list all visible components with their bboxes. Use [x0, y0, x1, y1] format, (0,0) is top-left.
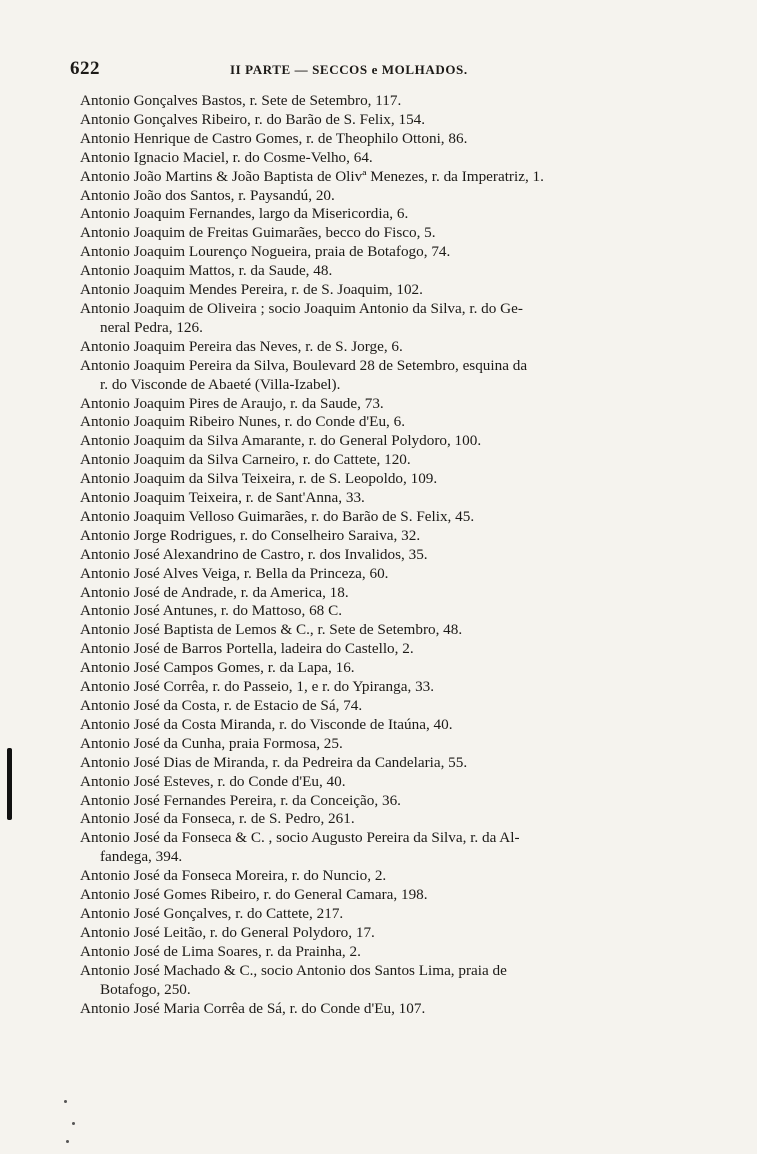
entry-line: Antonio José Alves Veiga, r. Bella da Princeza, 60. [80, 564, 389, 582]
entry-line: Antonio José Esteves, r. do Conde d'Eu, 40. [80, 772, 346, 790]
entry-line: Antonio José da Fonseca & C. , socio Augusto Pereira da Silva, r. da Al- [80, 829, 520, 847]
directory-entry [80, 224, 720, 243]
entry-line: Antonio José Gonçalves, r. do Cattete, 217. [80, 904, 344, 922]
entry-line: Antonio José Baptista de Lemos & C., r. Sete de Setembro, 48. [80, 621, 463, 639]
directory-entry [80, 92, 720, 111]
entry-line: Antonio Joaquim Pereira das Neves, r. de S. Jorge, 6. [80, 337, 403, 355]
directory-entry [80, 546, 720, 565]
directory-entry [80, 489, 720, 508]
entry-line: Antonio Joaquim de Oliveira ; socio Joaquim Antonio da Silva, r. do Ge- [80, 299, 523, 317]
directory-entry [80, 829, 720, 867]
entry-continuation: fandega, 394. [100, 848, 183, 866]
directory-entry [80, 1000, 720, 1019]
entry-line: Antonio José de Lima Soares, r. da Prainha, 2. [80, 942, 361, 960]
entry-line: Antonio José da Cunha, praia Formosa, 25. [80, 734, 343, 752]
directory-entry [80, 565, 720, 584]
directory-entry [80, 962, 720, 1000]
entry-line: Antonio Joaquim Mattos, r. da Saude, 48. [80, 262, 333, 280]
directory-entry [80, 584, 720, 603]
entry-line: Antonio José da Fonseca, r. de S. Pedro, 261. [80, 810, 355, 828]
entry-line: Antonio Joaquim Fernandes, largo da Misericordia, 6. [80, 205, 409, 223]
entry-line: Antonio Joaquim Pereira da Silva, Boulevard 28 de Setembro, esquina da [80, 356, 528, 374]
directory-entry [80, 470, 720, 489]
entry-line: Antonio João Martins & João Baptista de Olivª Menezes, r. da Imperatriz, 1. [80, 167, 544, 185]
directory-entry [80, 168, 720, 187]
entry-line: Antonio Joaquim da Silva Teixeira, r. de S. Leopoldo, 109. [80, 470, 438, 488]
directory-entry [80, 773, 720, 792]
entry-line: Antonio Joaquim Mendes Pereira, r. de S. Joaquim, 102. [80, 281, 423, 299]
speck [64, 1100, 67, 1103]
directory-entry [80, 754, 720, 773]
directory-entry [80, 262, 720, 281]
directory-entry [80, 924, 720, 943]
directory-entry [80, 395, 720, 414]
entry-line: Antonio José de Barros Portella, ladeira do Castello, 2. [80, 640, 414, 658]
directory-entry [80, 432, 720, 451]
entry-continuation: neral Pedra, 126. [100, 318, 203, 336]
directory-entry [80, 678, 720, 697]
entry-line: Antonio José Leitão, r. do General Polydoro, 17. [80, 923, 375, 941]
directory-entry [80, 602, 720, 621]
directory-entry [80, 735, 720, 754]
directory-entry [80, 867, 720, 886]
entry-line: Antonio Joaquim da Silva Amarante, r. do General Polydoro, 100. [80, 432, 482, 450]
entry-line: Antonio Joaquim Ribeiro Nunes, r. do Conde d'Eu, 6. [80, 413, 406, 431]
margin-ink-mark [7, 748, 12, 820]
entry-line: Antonio Jorge Rodrigues, r. do Conselheiro Saraiva, 32. [80, 526, 421, 544]
entry-continuation: Botafogo, 250. [100, 980, 191, 998]
directory-entry [80, 810, 720, 829]
page-header [70, 58, 710, 82]
directory-entry [80, 111, 720, 130]
entry-line: Antonio José Antunes, r. do Mattoso, 68 C. [80, 602, 342, 620]
directory-entry [80, 413, 720, 432]
directory-entry [80, 281, 720, 300]
directory-entry [80, 943, 720, 962]
speck [72, 1122, 75, 1125]
entry-line: Antonio José da Costa, r. de Estacio de Sá, 74. [80, 697, 363, 714]
entry-line: Antonio José Maria Corrêa de Sá, r. do Conde d'Eu, 107. [80, 999, 426, 1017]
directory-entry [80, 338, 720, 357]
entry-line: Antonio José Gomes Ribeiro, r. do General Camara, 198. [80, 886, 428, 904]
entry-line: Antonio José Dias de Miranda, r. da Pedreira da Candelaria, 55. [80, 753, 468, 771]
directory-entry [80, 659, 720, 678]
entry-line: Antonio José Corrêa, r. do Passeio, 1, e r. do Ypiranga, 33. [80, 678, 435, 696]
entry-line: Antonio Joaquim Velloso Guimarães, r. do Barão de S. Felix, 45. [80, 507, 475, 525]
directory-entry [80, 357, 720, 395]
directory-entry [80, 697, 720, 716]
directory-entry [80, 187, 720, 206]
entry-line: Antonio Joaquim de Freitas Guimarães, becco do Fisco, 5. [80, 224, 436, 242]
entry-line: Antonio José da Fonseca Moreira, r. do Nuncio, 2. [80, 867, 387, 885]
entry-line: Antonio João dos Santos, r. Paysandú, 20. [80, 186, 335, 204]
entry-list [80, 92, 720, 1018]
page-number: 622 [70, 58, 100, 79]
running-head: II PARTE — SECCOS e MOLHADOS. [230, 62, 468, 77]
directory-entry [80, 527, 720, 546]
directory-entry [80, 905, 720, 924]
entry-line: Antonio Gonçalves Ribeiro, r. do Barão de S. Felix, 154. [80, 110, 426, 128]
entry-line: Antonio José de Andrade, r. da America, 18. [80, 583, 349, 601]
directory-entry [80, 886, 720, 905]
entry-line: Antonio José Campos Gomes, r. da Lapa, 16. [80, 659, 355, 677]
directory-entry [80, 621, 720, 640]
entry-line: Antonio Gonçalves Bastos, r. Sete de Setembro, 117. [80, 92, 402, 109]
directory-entry [80, 716, 720, 735]
speck [66, 1140, 69, 1143]
entry-line: Antonio José Alexandrino de Castro, r. dos Invalidos, 35. [80, 545, 428, 563]
directory-entry [80, 508, 720, 527]
entry-line: Antonio Ignacio Maciel, r. do Cosme-Velho, 64. [80, 148, 373, 166]
directory-entry [80, 130, 720, 149]
directory-entry [80, 300, 720, 338]
entry-line: Antonio José Fernandes Pereira, r. da Conceição, 36. [80, 791, 401, 809]
entry-line: Antonio José da Costa Miranda, r. do Visconde de Itaúna, 40. [80, 715, 453, 733]
directory-entry [80, 451, 720, 470]
directory-entry [80, 205, 720, 224]
entry-line: Antonio José Machado & C., socio Antonio dos Santos Lima, praia de [80, 961, 507, 979]
directory-entry [80, 243, 720, 262]
entry-line: Antonio Joaquim Pires de Araujo, r. da Saude, 73. [80, 394, 384, 412]
entry-line: Antonio Joaquim Teixeira, r. de Sant'Anna, 33. [80, 489, 365, 507]
entry-line: Antonio Joaquim Lourenço Nogueira, praia de Botafogo, 74. [80, 243, 451, 261]
entry-continuation: r. do Visconde de Abaeté (Villa-Izabel). [100, 375, 341, 393]
entry-line: Antonio Joaquim da Silva Carneiro, r. do Cattete, 120. [80, 451, 411, 469]
directory-entry [80, 792, 720, 811]
entry-line: Antonio Henrique de Castro Gomes, r. de Theophilo Ottoni, 86. [80, 129, 468, 147]
directory-entry [80, 149, 720, 168]
directory-entry [80, 640, 720, 659]
